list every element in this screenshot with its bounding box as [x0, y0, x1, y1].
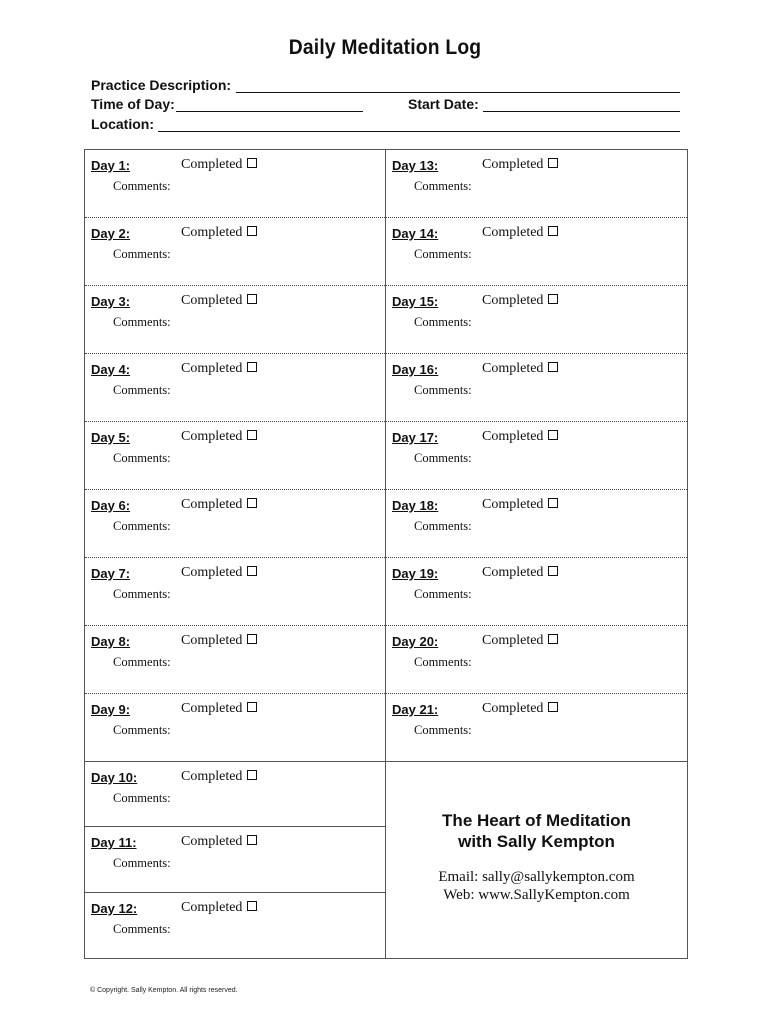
promo-title-line1: The Heart of Meditation [442, 811, 631, 830]
day-entry [386, 218, 687, 286]
completed-checkbox[interactable] [181, 900, 257, 916]
completed-checkbox[interactable] [181, 225, 257, 241]
checkbox-icon[interactable] [247, 702, 257, 712]
completed-checkbox[interactable] [482, 157, 558, 173]
checkbox-icon[interactable] [247, 362, 257, 372]
checkbox-icon[interactable] [548, 158, 558, 168]
day-label: Day 16: [392, 362, 439, 377]
day-label: Day 17: [392, 430, 439, 445]
location-label: Location: [91, 116, 154, 132]
day-label: Day 11: [91, 835, 137, 851]
comments-label: Comments: [414, 383, 472, 397]
day-label: Day 5: [91, 430, 131, 445]
checkbox-icon[interactable] [247, 634, 257, 644]
promo-title [386, 810, 687, 852]
day-entry [386, 286, 687, 354]
comments-label: Comments: [414, 451, 472, 465]
day-label: Day 9: [91, 702, 131, 717]
checkbox-icon[interactable] [548, 566, 558, 576]
day-entry [386, 150, 687, 218]
day-entry [85, 218, 385, 286]
checkbox-icon[interactable] [548, 226, 558, 236]
day-entry [85, 422, 385, 490]
completed-label: Completed [181, 633, 243, 648]
start-date-label: Start Date: [408, 96, 479, 112]
completed-checkbox[interactable] [482, 701, 558, 717]
day-entry [85, 490, 385, 558]
comments-label: Comments: [113, 451, 171, 465]
completed-checkbox[interactable] [181, 565, 257, 581]
completed-checkbox[interactable] [181, 361, 257, 377]
day-label: Day 1: [91, 158, 131, 173]
checkbox-icon[interactable] [247, 158, 257, 168]
meditation-log-table [84, 149, 688, 959]
completed-checkbox[interactable] [181, 157, 257, 173]
completed-label: Completed [181, 834, 243, 850]
completed-label: Completed [181, 157, 243, 172]
checkbox-icon[interactable] [247, 901, 257, 911]
day-entry [85, 626, 385, 694]
comments-label: Comments: [113, 723, 171, 737]
page-title: Daily Meditation Log [288, 36, 482, 59]
day-entry [85, 150, 385, 218]
completed-checkbox[interactable] [181, 633, 257, 649]
completed-checkbox[interactable] [181, 293, 257, 309]
day-label: Day 19: [392, 566, 439, 581]
day-entry [386, 354, 687, 422]
checkbox-icon[interactable] [247, 226, 257, 236]
comments-label: Comments: [113, 179, 171, 193]
comments-label: Comments: [414, 179, 472, 193]
completed-checkbox[interactable] [482, 429, 558, 445]
checkbox-icon[interactable] [548, 362, 558, 372]
promo-email: Email: sally@sallykempton.com [438, 869, 635, 885]
comments-label: Comments: [414, 247, 472, 261]
checkbox-icon[interactable] [247, 430, 257, 440]
day-entry [85, 286, 385, 354]
checkbox-icon[interactable] [548, 634, 558, 644]
day-entry [85, 827, 385, 892]
completed-checkbox[interactable] [181, 769, 257, 785]
day-entry [386, 490, 687, 558]
checkbox-icon[interactable] [548, 498, 558, 508]
completed-label: Completed [181, 361, 243, 376]
practice-description-label: Practice Description: [91, 77, 232, 93]
checkbox-icon[interactable] [548, 294, 558, 304]
day-entry [386, 558, 687, 626]
promo-title-line2: with Sally Kempton [458, 832, 615, 851]
comments-label: Comments: [113, 383, 171, 397]
day-label: Day 13: [392, 158, 439, 173]
practice-description-field[interactable] [236, 78, 680, 93]
checkbox-icon[interactable] [247, 835, 257, 845]
completed-label: Completed [181, 899, 243, 915]
completed-checkbox[interactable] [482, 293, 558, 309]
checkbox-icon[interactable] [247, 566, 257, 576]
day-label: Day 14: [392, 226, 439, 241]
day-entry [85, 558, 385, 626]
day-label: Day 7: [91, 566, 131, 581]
day-label: Day 8: [91, 634, 131, 649]
completed-label: Completed [181, 565, 243, 580]
day-label: Day 6: [91, 498, 131, 513]
comments-label: Comments: [113, 856, 171, 871]
comments-label: Comments: [414, 655, 472, 669]
completed-label: Completed [181, 293, 243, 308]
day-label: Day 18: [392, 498, 439, 513]
day-label: Day 4: [91, 362, 131, 377]
day-entry [85, 354, 385, 422]
checkbox-icon[interactable] [548, 702, 558, 712]
completed-label: Completed [482, 429, 544, 444]
completed-label: Completed [482, 361, 544, 376]
completed-checkbox[interactable] [181, 497, 257, 513]
promo-contact [386, 868, 687, 904]
completed-label: Completed [482, 565, 544, 580]
completed-label: Completed [482, 633, 544, 648]
day-entry [85, 762, 385, 827]
copyright-notice: © Copyright. Sally Kempton. All rights reserved. [90, 987, 238, 994]
day-label: Day 15: [392, 294, 439, 309]
completed-checkbox[interactable] [482, 225, 558, 241]
comments-label: Comments: [113, 921, 171, 936]
completed-checkbox[interactable] [181, 701, 257, 717]
day-label: Day 21: [392, 702, 439, 717]
completed-label: Completed [181, 225, 243, 240]
checkbox-icon[interactable] [247, 770, 257, 780]
comments-label: Comments: [414, 519, 472, 533]
completed-label: Completed [482, 293, 544, 308]
promo-box [386, 762, 687, 958]
completed-checkbox[interactable] [482, 633, 558, 649]
completed-label: Completed [181, 429, 243, 444]
day-entry [386, 694, 687, 762]
comments-label: Comments: [113, 315, 171, 329]
checkbox-icon[interactable] [548, 430, 558, 440]
completed-label: Completed [482, 157, 544, 172]
location-field[interactable] [158, 117, 680, 132]
time-of-day-label: Time of Day: [91, 96, 175, 112]
day-label: Day 12: [91, 900, 138, 916]
time-of-day-field[interactable] [176, 97, 363, 112]
completed-label: Completed [181, 701, 243, 716]
completed-checkbox[interactable] [181, 834, 257, 850]
completed-label: Completed [482, 701, 544, 716]
completed-checkbox[interactable] [482, 497, 558, 513]
completed-checkbox[interactable] [482, 361, 558, 377]
start-date-field[interactable] [483, 97, 680, 112]
day-label: Day 10: [91, 770, 138, 785]
day-label: Day 3: [91, 294, 131, 309]
day-entry [85, 893, 385, 958]
comments-label: Comments: [113, 587, 171, 601]
comments-label: Comments: [414, 723, 472, 737]
comments-label: Comments: [113, 655, 171, 669]
comments-label: Comments: [113, 791, 171, 805]
day-label: Day 2: [91, 226, 131, 241]
comments-label: Comments: [414, 587, 472, 601]
completed-label: Completed [482, 225, 544, 240]
completed-label: Completed [181, 769, 243, 784]
completed-label: Completed [181, 497, 243, 512]
day-entry [386, 626, 687, 694]
comments-label: Comments: [113, 247, 171, 261]
day-label: Day 20: [392, 634, 439, 649]
promo-web: Web: www.SallyKempton.com [443, 887, 630, 903]
comments-label: Comments: [113, 519, 171, 533]
day-entry [386, 422, 687, 490]
checkbox-icon[interactable] [247, 498, 257, 508]
checkbox-icon[interactable] [247, 294, 257, 304]
completed-checkbox[interactable] [482, 565, 558, 581]
completed-checkbox[interactable] [181, 429, 257, 445]
completed-label: Completed [482, 497, 544, 512]
day-entry [85, 694, 385, 762]
comments-label: Comments: [414, 315, 472, 329]
